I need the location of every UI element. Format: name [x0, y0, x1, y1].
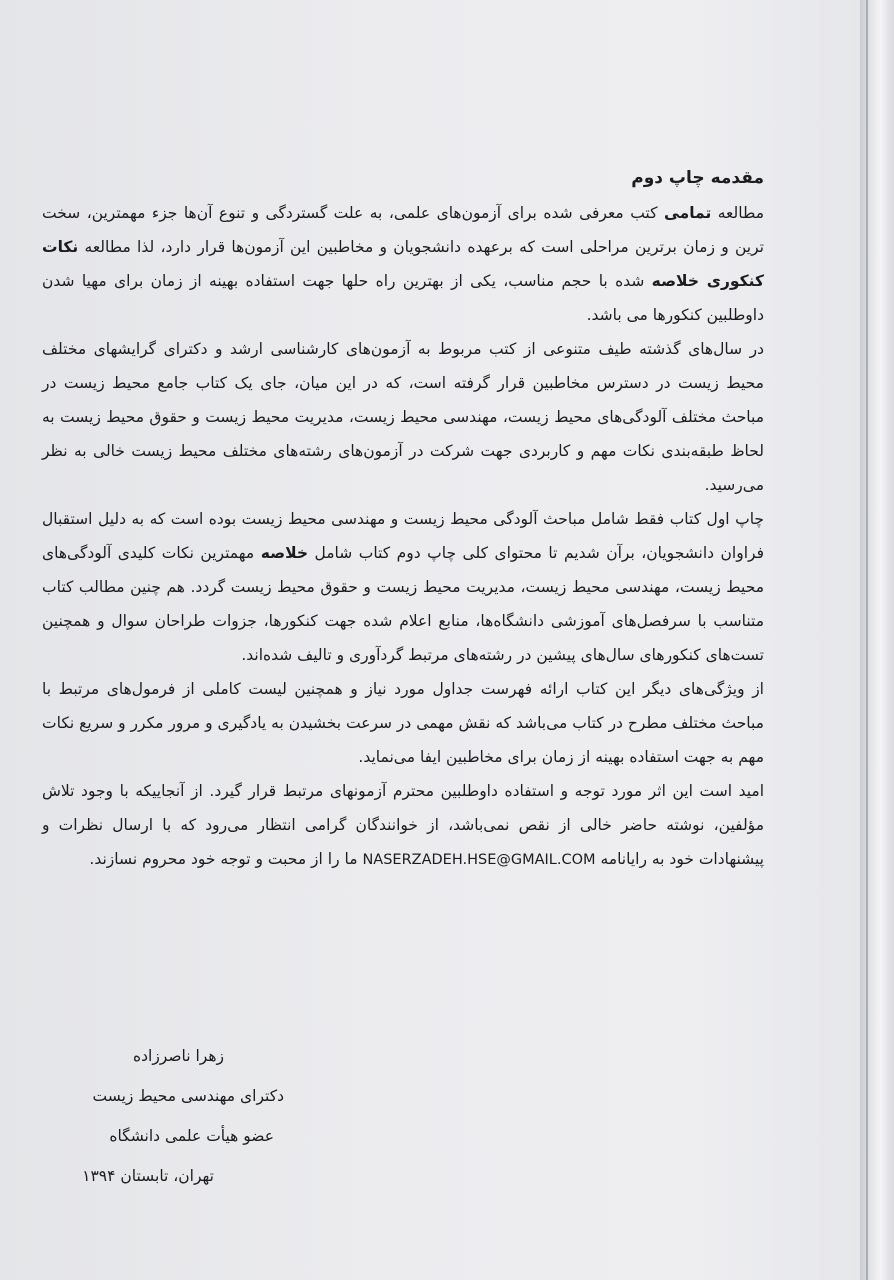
page-edge-line	[866, 0, 868, 1280]
author-degree: دکترای مهندسی محیط زیست	[92, 1087, 284, 1105]
signature-block	[44, 1036, 284, 1196]
page-title: مقدمه چاپ دوم	[631, 168, 764, 188]
paragraph-1: مطالعه تمامی کتب معرفی شده برای آزمون‌های علمی، به علت گستردگی و تنوع آن‌ها جزء مهمترین، سخت ترین و زمان برترین مراحلی است که برعهده دانشجویان و مخاطبین این آزمون‌ها قرار دارد، لذا مطالعه نکات کنکوری خلاصه شده با حجم مناسب، یکی از بهترین راه حلها جهت استفاده بهینه از زمان برای مهیا شدن داوطلبین کنکورها می باشد.	[42, 204, 764, 324]
author-position: عضو هیأت علمی دانشگاه	[109, 1127, 274, 1145]
paragraph-2: در سال‌های گذشته طیف متنوعی از کتب مربوط به آزمون‌های کارشناسی ارشد و دکترای گرایشهای مختلف محیط زیست در دسترس مخاطبین قرار گرفته است، که در این میان، جای یک کتاب جامع محیط زیست در مباحث مختلف آلودگی‌های محیط زیست، مهندسی محیط زیست، مدیریت محیط زیست و حقوق محیط زیست به لحاظ طبقه‌بندی نکات مهم و کاربردی جهت شرکت در آزمون‌های رشته‌های مختلف محیط زیست خالی به نظر می‌رسید.	[42, 340, 764, 494]
paragraph-5: امید است این اثر مورد توجه و استفاده داوطلبین محترم آزمونهای مرتبط قرار گیرد. از آنجاییکه با وجود تلاش مؤلفین، نوشته حاضر خالی از نقص نمی‌باشد، از خوانندگان گرامی انتظار می‌رود که با ارسال نظرات و پیشنهادات خود به رایانامه NASERZADEH.HSE@GMAIL.COM ما را از محبت و توجه خود محروم نسازند.	[42, 782, 764, 868]
author-name: زهرا ناصرزاده	[132, 1047, 224, 1065]
email-address: NASERZADEH.HSE@GMAIL.COM	[362, 852, 596, 868]
place-date: تهران، تابستان ۱۳۹۴	[82, 1167, 214, 1185]
paragraph-4: از ویژگی‌های دیگر این کتاب ارائه فهرست جداول مورد نیاز و همچنین لیست کاملی از فرمول‌های مرتبط با مباحث مختلف مطرح در کتاب می‌باشد که نقش مهمی در سرعت بخشیدن به یادگیری و مرور مکرر و سریع نکات مهم به جهت استفاده بهینه از زمان برای مخاطبین ایفا می‌نماید.	[42, 680, 764, 766]
paragraph-3: چاپ اول کتاب فقط شامل مباحث آلودگی محیط زیست و مهندسی محیط زیست بوده است که به دلیل استقبال فراوان دانشجویان، برآن شدیم تا محتوای کلی چاپ دوم کتاب شامل خلاصه مهمترین نکات کلیدی آلودگی‌های محیط زیست، مهندسی محیط زیست، مدیریت محیط زیست و حقوق محیط زیست گردد. هم چنین مطالب کتاب متناسب با سرفصل‌های آموزشی دانشگاه‌ها، منابع اعلام شده جهت کنکورها، جزوات طراحان سوال و همچنین تست‌های کنکورهای سال‌های پیشین در رشته‌های مرتبط گردآوری و تالیف شده‌اند.	[42, 510, 764, 664]
preface-body	[42, 160, 764, 877]
